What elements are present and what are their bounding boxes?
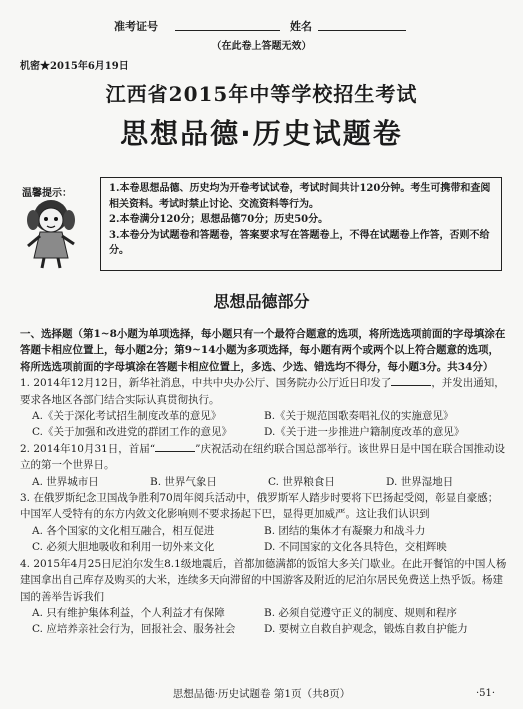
section-title: 思想品德部分: [213, 292, 310, 311]
question-1: 1. 2014年12月12日，新华社消息，中共中央办公厅、国务院办公厅近日印发了 ，并发出通知，要求各地区各部门结合实际认真贯彻执行。 A.《关于深化考试招生制度改革的意见》 B.《关于规范国歌奏唱礼仪的实施意见》 C.《关于加强和改进党的群团工作的意见》 D.《关于进一步推进户籍制度改革的意见》: [20, 375, 508, 441]
exam-title: 江西省2015年中等学校招生考试: [105, 82, 418, 106]
option-d: D. 不同国家的文化各具特色，交相辉映: [264, 541, 447, 554]
answer-blank: [155, 441, 195, 452]
option-c: C. 世界粮食日: [268, 475, 335, 488]
part-one-instructions: 一、选择题（第1~8小题为单项选择，每小题只有一个最符合题意的选项，将所选选项前面的字母填涂在答题卡相应位置上，每小题2分；第9~14小题为多项选择，每小题有两个或两个以上符合题意的选项，将所选选项前面的字母填涂在答题卡相应位置上，多选、少选、错选均不得分，每小题3分。共34分）: [20, 328, 506, 373]
option-d: D.《关于进一步推进户籍制度改革的意见》: [264, 426, 465, 439]
paper-title: 思想品德·历史试题卷: [120, 117, 403, 150]
option-a: A.《关于深化考试招生制度改革的意见》: [32, 410, 222, 423]
name-label: 姓名: [290, 20, 312, 33]
exam-number-label: 准考证号: [114, 20, 158, 33]
option-a: A. 世界城市日: [32, 475, 99, 488]
question-3: 3. 在俄罗斯纪念卫国战争胜利70周年阅兵活动中，俄罗斯军人踏步时要将下巴扬起受阅，彰显自豪感；中国军人受特有的东方内敛文化影响则不要求扬起下巴，显得更加威严。这让我们认识到 A. 各个国家的文化相互融合，相互促进 B. 团结的集体才有凝聚力和战斗力 C. 必须大胆地吸收和利用一切外来文化 D. 不同国家的文化各具特色，交相辉映: [20, 490, 508, 556]
option-b: B. 世界气象日: [150, 475, 217, 488]
exam-number-field: [175, 18, 280, 31]
question-2: 2. 2014年10月31日，首届“ ”庆祝活动在纽约联合国总部举行。该世界日是中国在联合国推动设立的第一个世界日。 A. 世界城市日 B. 世界气象日 C. 世界粮食日 D. 世界湿地日: [20, 441, 508, 490]
option-d: D. 要树立自救自护观念，锻炼自救自护能力: [264, 623, 468, 636]
cartoon-girl-icon: [20, 196, 82, 270]
header-note: （在此卷上答题无效）: [211, 41, 312, 52]
option-c: C. 必须大胆地吸收和利用一切外来文化: [32, 541, 215, 554]
answer-blank: [391, 375, 431, 386]
tips-box: [100, 177, 502, 271]
option-b: B. 团结的集体才有凝聚力和战斗力: [264, 524, 426, 537]
page-number: ·51·: [476, 688, 496, 699]
confidential-date: 机密★2015年6月19日: [20, 61, 129, 72]
question-area: [20, 326, 508, 638]
option-b: B. 必须自觉遵守正义的制度、规则和程序: [264, 606, 457, 619]
tip-item: 1.本卷思想品德、历史均为开卷考试试卷，考试时间共计120分钟。考生可携带和查阅相关资料。考试时禁止讨论、交流资料等行为。: [109, 183, 491, 210]
tip-item: 2.本卷满分120分；思想品德70分；历史50分。: [109, 214, 329, 225]
tip-item: 3.本卷分为试题卷和答题卷，答案要求写在答题卷上，不得在试题卷上作答，否则不给分。: [109, 229, 490, 256]
page-footer: 思想品德·历史试题卷 第1页（共8页）: [172, 688, 351, 700]
option-c: C.《关于加强和改进党的群团工作的意见》: [32, 426, 232, 439]
option-a: A. 只有维护集体利益，个人利益才有保障: [32, 606, 225, 619]
question-4: 4. 2015年4月25日尼泊尔发生8.1级地震后，首都加德满都的饭馆大多关门歇业。在此开餐馆的中国人杨建国拿出自己库存及购买的大米，连续多天向滞留的中国游客及附近的尼泊尔居民免费送上热乎饭。杨建国的善举告诉我们 A. 只有维护集体利益，个人利益才有保障 B. 必须自觉遵守正义的制度、规则和程序 C. 应培养亲社会行为，回报社会、服务社会 D. 要树立自救自护观念，锻炼自救自护能力: [20, 556, 508, 638]
option-b: B.《关于规范国歌奏唱礼仪的实施意见》: [264, 410, 454, 423]
tips-label: 温馨提示：: [22, 188, 72, 199]
name-field: [318, 18, 406, 31]
option-c: C. 应培养亲社会行为，回报社会、服务社会: [32, 623, 236, 636]
option-a: A. 各个国家的文化相互融合，相互促进: [32, 524, 215, 537]
option-d: D. 世界湿地日: [386, 475, 454, 488]
